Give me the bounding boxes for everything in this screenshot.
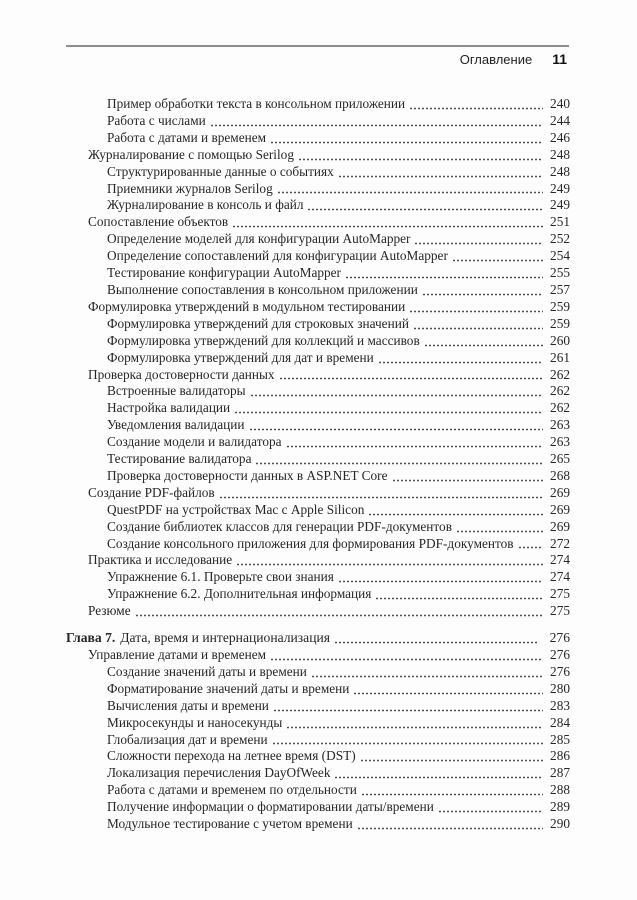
toc-entry-page-number: 284	[550, 714, 570, 730]
toc-entry-page-number: 262	[550, 400, 570, 416]
toc-entry-text: Выполнение сопоставления в консольном приложении	[107, 281, 418, 297]
toc-entry	[66, 181, 570, 198]
toc-entry-title	[66, 113, 206, 130]
toc-entry-page-number: 252	[550, 231, 570, 247]
toc-entry-text: Тестирование валидатора	[107, 451, 252, 467]
toc-entry	[66, 299, 570, 316]
toc-entry-title	[66, 299, 405, 316]
toc-entry	[66, 748, 570, 765]
toc-entry-page-number: 276	[549, 630, 570, 646]
toc-entry-title	[66, 265, 341, 282]
toc-dot-leader	[277, 181, 543, 198]
toc-entry-page-number: 263	[550, 417, 570, 433]
toc-dot-leader	[409, 299, 543, 316]
toc-dot-leader	[424, 333, 543, 350]
toc-entry-page-number: 259	[550, 298, 570, 314]
toc-dot-leader	[414, 231, 543, 248]
toc-entry-chapter-prefix: Глава 7.	[66, 630, 116, 646]
toc-dot-leader	[286, 434, 543, 451]
toc-dot-leader	[249, 417, 543, 434]
toc-entry-page-number: 275	[550, 603, 570, 619]
toc-entry-text: Формулировка утверждений в модульном тестировании	[88, 298, 406, 314]
toc-entry	[66, 130, 570, 147]
toc-entry-page-number: 263	[550, 434, 570, 450]
toc-dot-leader	[298, 147, 543, 164]
toc-entry	[66, 282, 570, 299]
toc-entry	[66, 350, 570, 367]
toc-entry	[66, 113, 570, 130]
toc-entry-page-number: 268	[550, 467, 570, 483]
toc-entry-page-number: 290	[550, 816, 570, 832]
toc-dot-leader	[270, 647, 543, 664]
toc-dot-leader	[368, 502, 543, 519]
toc-entry-text: Уведомления валидации	[107, 417, 245, 433]
toc-entry-title	[66, 519, 452, 536]
toc-entry-page-number: 283	[550, 697, 570, 713]
toc-dot-leader	[234, 400, 543, 417]
toc-entry-title	[66, 130, 266, 147]
toc-entry-page-number: 289	[550, 799, 570, 815]
toc-entry	[66, 715, 570, 732]
toc-entry-title	[66, 569, 334, 586]
toc-dot-leader	[392, 468, 544, 485]
toc-entry	[66, 197, 570, 214]
toc-entry-page-number: 287	[550, 765, 570, 781]
toc-dot-leader	[438, 799, 543, 816]
toc-entry-text: Формулировка утверждений для строковых значений	[107, 315, 409, 331]
toc-entry	[66, 147, 570, 164]
toc-entry-title	[66, 816, 353, 833]
toc-dot-leader	[361, 782, 543, 799]
toc-entry-page-number: 251	[550, 214, 570, 230]
toc-entry-text: QuestPDF на устройствах Mac с Apple Silicon	[107, 501, 365, 517]
toc-entry	[66, 536, 570, 553]
toc-dot-leader	[135, 603, 543, 620]
toc-entry-page-number: 248	[550, 163, 570, 179]
toc-entry-title	[66, 586, 371, 603]
toc-entry	[66, 400, 570, 417]
running-header	[66, 51, 567, 67]
toc-entry	[66, 647, 570, 664]
toc-entry-title	[66, 468, 388, 485]
toc-entry-page-number: 249	[550, 197, 570, 213]
toc-entry-text: Сопоставление объектов	[88, 214, 229, 230]
toc-entry	[66, 552, 570, 569]
toc-entry-page-number: 254	[550, 248, 570, 264]
toc-entry-title	[66, 681, 349, 698]
toc-entry-text: Модульное тестирование с учетом времени	[107, 816, 353, 832]
toc-entry-title	[66, 782, 357, 799]
toc-entry-page-number: 286	[550, 748, 570, 764]
toc-entry	[66, 451, 570, 468]
toc-entry	[66, 367, 570, 384]
toc-entry-title	[66, 316, 409, 333]
toc-entry	[66, 799, 570, 816]
toc-entry-title	[66, 248, 448, 265]
toc-entry-page-number: 280	[550, 680, 570, 696]
toc-entry-text: Проверка достоверности данных в ASP.NET Core	[107, 467, 388, 483]
toc-entry	[66, 265, 570, 282]
toc-entry	[66, 485, 570, 502]
toc-dot-leader	[338, 164, 543, 181]
toc-dot-leader	[518, 536, 543, 553]
toc-entry-page-number: 272	[550, 535, 570, 551]
toc-entry-title	[66, 164, 334, 181]
toc-entry	[66, 664, 570, 681]
toc-dot-leader	[232, 214, 543, 231]
toc-entry-text: Создание библиотек классов для генерации PDF-документов	[107, 518, 452, 534]
toc-entry-text: Получение информации о форматировании даты/времени	[107, 799, 434, 815]
toc-entry-text: Проверка достоверности данных	[88, 366, 275, 382]
toc-dot-leader	[236, 552, 543, 569]
toc-entry-title	[66, 552, 232, 569]
toc-entry-page-number: 257	[550, 281, 570, 297]
toc-entry-title	[66, 603, 131, 620]
toc-entry-text: Определение сопоставлений для конфигурации AutoMapper	[107, 248, 448, 264]
toc-entry-page-number: 269	[550, 518, 570, 534]
toc-entry	[66, 502, 570, 519]
toc-entry-text: Тестирование конфигурации AutoMapper	[107, 265, 341, 281]
toc-entry-page-number: 260	[550, 332, 570, 348]
toc-entry-title	[66, 502, 364, 519]
toc-entry-page-number: 288	[550, 782, 570, 798]
toc-entry-text: Работа с числами	[107, 112, 206, 128]
toc-entry	[66, 214, 570, 231]
toc-entry-page-number: 261	[550, 349, 570, 365]
toc-entry-text: Упражнение 6.2. Дополнительная информация	[107, 586, 372, 602]
toc-entry-text: Управление датами и временем	[88, 647, 267, 662]
toc-entry-page-number: 246	[550, 129, 570, 145]
toc-entry-page-number: 255	[550, 265, 570, 281]
toc-entry-text: Микросекунды и наносекунды	[107, 714, 283, 730]
toc-entry-text: Формулировка утверждений для коллекций и массивов	[107, 332, 420, 348]
toc-entry	[66, 248, 570, 265]
toc-entry-title	[66, 181, 273, 198]
toc-entry	[66, 434, 570, 451]
toc-dot-leader	[357, 816, 543, 833]
toc-dot-leader	[286, 715, 543, 732]
toc-entry-text: Локализация перечисления DayOfWeek	[107, 765, 331, 781]
toc-entry-text: Резюме	[88, 603, 131, 619]
toc-entry	[66, 816, 570, 833]
toc-entry-text: Журналирование с помощью Serilog	[88, 146, 294, 162]
toc-entry-title	[66, 630, 330, 647]
toc-entry-text: Создание консольного приложения для формирования PDF-документов	[107, 535, 514, 551]
toc-dot-leader	[452, 248, 543, 265]
toc-entry-page-number: 259	[550, 315, 570, 331]
toc-dot-leader	[422, 282, 543, 299]
toc-entry-title	[66, 333, 420, 350]
toc-dot-leader	[375, 586, 543, 603]
toc-entry-title	[66, 732, 268, 749]
toc-entry-page-number: 248	[550, 146, 570, 162]
toc-entry-page-number: 285	[550, 731, 570, 747]
toc-entry	[66, 333, 570, 350]
toc-entry	[66, 782, 570, 799]
toc-entry-title	[66, 536, 514, 553]
toc-entry	[66, 417, 570, 434]
toc-dot-leader	[345, 265, 543, 282]
toc-entry	[66, 569, 570, 586]
toc-entry	[66, 468, 570, 485]
toc-dot-leader	[353, 681, 543, 698]
toc-entry-title	[66, 400, 230, 417]
toc-entry	[66, 519, 570, 536]
toc-entry-title	[66, 282, 418, 299]
toc-entry-page-number: 265	[550, 451, 570, 467]
toc-entry-text: Пример обработки текста в консольном приложении	[107, 96, 406, 111]
toc-entry-text: Работа с датами и временем по отдельности	[107, 782, 357, 798]
toc-entry	[66, 231, 570, 248]
toc-entry-title	[66, 214, 228, 231]
toc-entry-title	[66, 748, 356, 765]
toc-entry-page-number: 244	[550, 112, 570, 128]
toc-entry	[66, 383, 570, 400]
header-rule	[66, 45, 569, 47]
toc-dot-leader	[270, 130, 543, 147]
toc-dot-leader	[378, 350, 543, 367]
toc-entry-text: Дата, время и интернационализация	[120, 630, 331, 646]
toc-entry-title	[66, 434, 282, 451]
toc-entry	[66, 698, 570, 715]
toc-entry-title	[66, 231, 410, 248]
toc-list	[66, 96, 570, 833]
toc-entry	[66, 732, 570, 749]
toc-entry-text: Создание PDF-файлов	[88, 484, 215, 500]
toc-entry-page-number: 269	[550, 501, 570, 517]
toc-dot-leader	[255, 451, 543, 468]
toc-entry-title	[66, 96, 405, 113]
toc-entry-text: Журналирование в консоль и файл	[107, 197, 304, 213]
toc-entry-page-number: 275	[550, 586, 570, 602]
toc-dot-leader	[311, 664, 543, 681]
toc-entry-title	[66, 765, 330, 782]
toc-entry-page-number: 269	[550, 484, 570, 500]
toc-entry-page-number: 262	[550, 383, 570, 399]
toc-dot-leader	[219, 485, 543, 502]
toc-entry	[66, 630, 570, 647]
toc-entry-text: Вычисления даты и времени	[107, 697, 269, 713]
toc-entry-text: Практика и исследование	[88, 552, 233, 568]
toc-entry-text: Встроенные валидаторы	[107, 383, 246, 399]
toc-entry-title	[66, 698, 269, 715]
toc-dot-leader	[273, 698, 543, 715]
toc-entry-title	[66, 715, 282, 732]
toc-entry	[66, 164, 570, 181]
running-header-page-number: 11	[552, 51, 567, 67]
toc-entry-page-number: 274	[550, 552, 570, 568]
toc-entry-page-number: 274	[550, 569, 570, 585]
toc-entry-text: Глобализация дат и времени	[107, 731, 268, 747]
toc-dot-leader	[272, 732, 543, 749]
toc-entry-title	[66, 197, 303, 214]
toc-entry-title	[66, 147, 294, 164]
toc-dot-leader	[250, 383, 543, 400]
toc-entry	[66, 586, 570, 603]
toc-entry-title	[66, 664, 307, 681]
toc-entry-title	[66, 350, 374, 367]
toc-entry	[66, 96, 570, 113]
toc-dot-leader	[210, 113, 543, 130]
toc-entry-text: Создание модели и валидатора	[107, 434, 282, 450]
toc-entry-page-number: 249	[550, 180, 570, 196]
toc-entry-title	[66, 383, 246, 400]
toc-entry-page-number: 276	[550, 647, 570, 662]
toc-entry-title	[66, 647, 266, 664]
toc-dot-leader	[413, 316, 543, 333]
toc-entry	[66, 603, 570, 620]
toc-entry-text: Форматирование значений даты и времени	[107, 680, 350, 696]
toc-dot-leader	[360, 748, 543, 765]
toc-entry-text: Приемники журналов Serilog	[107, 180, 273, 196]
toc-entry-text: Определение моделей для конфигурации AutoMapper	[107, 231, 411, 247]
toc-entry-text: Упражнение 6.1. Проверьте свои знания	[107, 569, 334, 585]
toc-dot-leader	[334, 765, 543, 782]
toc-entry	[66, 765, 570, 782]
toc-entry-title	[66, 367, 275, 384]
toc-entry-text: Настройка валидации	[107, 400, 231, 416]
toc-dot-leader	[338, 569, 543, 586]
toc-entry-title	[66, 799, 434, 816]
toc-entry-title	[66, 451, 251, 468]
toc-entry-text: Сложности перехода на летнее время (DST)	[107, 748, 356, 764]
toc-entry-page-number: 276	[550, 663, 570, 679]
toc-dot-leader	[279, 367, 543, 384]
toc-entry-text: Работа с датами и временем	[107, 129, 267, 145]
toc-entry-title	[66, 485, 215, 502]
toc-dot-leader	[409, 96, 543, 113]
toc-dot-leader	[456, 519, 543, 536]
toc-dot-leader	[307, 197, 543, 214]
toc-entry-page-number: 262	[550, 366, 570, 382]
toc-entry	[66, 316, 570, 333]
toc-entry-text: Структурированные данные о событиях	[107, 163, 334, 179]
toc-dot-leader	[334, 630, 538, 647]
running-header-title: Оглавление	[459, 52, 533, 67]
toc-entry	[66, 681, 570, 698]
toc-entry-text: Формулировка утверждений для дат и времени	[107, 349, 374, 365]
toc-entry-text: Создание значений даты и времени	[107, 663, 307, 679]
toc-entry-page-number: 240	[550, 96, 570, 111]
toc-entry-title	[66, 417, 245, 434]
